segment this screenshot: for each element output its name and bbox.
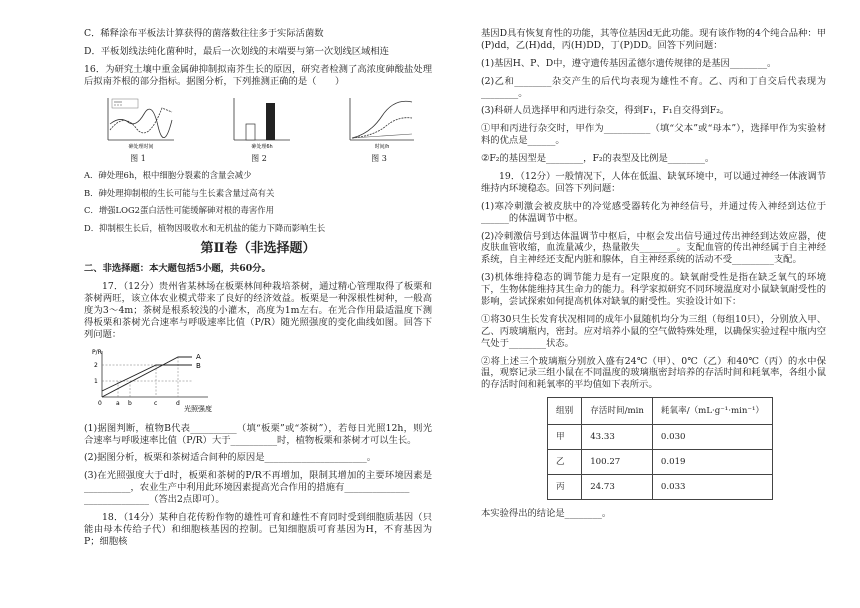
right-column — [481, 28, 826, 526]
q17-question-3-tail: ______________（答出2点即可）。 — [84, 494, 225, 506]
figure-1-plot — [98, 94, 178, 152]
q19-question-3-2: ②将上述三个玻璃瓶分别放入盛有24℃（甲）、0℃（乙）和40℃（丙）的水中保温，观察记录三组小鼠在不同温度的玻璃瓶密封培养的存活时间和耗氧率，各组小鼠的存活时间和耗氧率的平均值如下表所示。 — [481, 355, 826, 391]
table-cell: 0.033 — [652, 475, 772, 500]
chart-xtick-b: b — [128, 399, 132, 407]
q16-option-a: A．砷处理6h，根中细胞分裂素的含量会减少 — [84, 169, 252, 180]
chart-xtick-d: d — [176, 399, 180, 407]
q17-chart-svg — [88, 347, 238, 413]
section-heading: 二、非选择题：本大题包括5小题，共60分。 — [84, 263, 271, 275]
series-a-label: A — [196, 352, 201, 361]
table-cell: 24.73 — [582, 475, 653, 500]
table-row — [548, 425, 773, 450]
q17-chart — [88, 347, 432, 417]
figure-1-axis-x: 砷处理时间 — [128, 143, 154, 150]
chart-xtick-0: 0 — [98, 399, 102, 407]
q18-question-2: (2)乙和________杂交产生的后代均表现为雄性不育。乙、丙和丁自交后代表现为________。 — [481, 75, 826, 99]
q16-option-b: B．砷处理抑制根的生长可能与生长素含量过高有关 — [84, 187, 275, 198]
q17-question-3: (3)在光照强度大于d时，板栗和茶树的P/R不再增加，限制其增加的主要环境因素是__________，农业生产中利用此环境因素提高光合作用的措施有______________ — [84, 470, 432, 494]
q18-stem: 18．（14分）某种自花传粉作物的雄性可育和雄性不育同时受到细胞质基因（只能由母本传给子代）和细胞核基因的控制。已知细胞质可育基因为H，不育基因为P；细胞核 — [84, 512, 432, 547]
table-header: 存活时间/min — [582, 398, 653, 425]
chart-ytick-2: 2 — [94, 361, 98, 369]
chart-xtick-a: a — [116, 399, 120, 407]
q17-stem: 17．（12分）贵州省某林场在板栗林间种栽培茶树，通过精心管理取得了板栗和茶树两旺，该立体农业模式带来了良好的经济效益。板栗是一种深根性树种，一般高度为3～4m；茶树是根系较浅的小灌木，高度为1m左右。在光合作用最适温度下测得板栗和茶树光合速率与呼吸速率比值（P/R）随光照强度的变化曲线如图。回答下列问题： — [84, 281, 432, 340]
figure-1 — [98, 94, 178, 164]
q18-question-3-1: ①甲和丙进行杂交时，甲作为__________（填“父本”或“母本”），选择甲作为实验材料的优点是______。 — [481, 123, 826, 147]
series-b-label: B — [196, 361, 201, 370]
table-cell: 100.27 — [582, 450, 653, 475]
table-header: 耗氧率/（mL·g⁻¹·min⁻¹） — [652, 398, 772, 425]
figure-3-caption: 图 3 — [371, 153, 387, 163]
table-cell: 丙 — [548, 475, 582, 500]
figure-3-axis-x: 时间/h — [374, 143, 390, 150]
chart-xtick-c: c — [154, 399, 158, 407]
figure-2-plot — [224, 94, 294, 152]
figure-3 — [340, 94, 418, 164]
figure-1-caption: 图 1 — [130, 153, 146, 163]
table-row — [548, 450, 773, 475]
q19-question-3: (3)机体维持稳态的调节能力是有一定限度的。缺氧耐受性是指在缺乏氧气的环境下，生物体能维持其生命力的能力。科学家拟研究不同环境温度对小鼠缺氧耐受性的影响，尝试探索如何提高机体对缺氧的耐受性。实验设计如下： — [481, 272, 826, 308]
q16-stem: 16．为研究土壤中重金属砷抑制拟南芥生长的原因，研究者检测了高浓度砷酸盐处理后拟南芥根的部分指标。据图分析，下列推测正确的是（ ） — [84, 63, 432, 87]
results-table — [547, 397, 773, 500]
q17-question-1: (1)据图判断，植物B代表__________（填“板栗”或“茶树”），若每日光照12h，则光合速率与呼吸速率比值（P/R）大于__________时，植物板栗和茶树才可以生长。 — [84, 422, 432, 446]
table-header: 组别 — [548, 398, 582, 425]
q15-option-c: C．稀释涂布平板法计算获得的菌落数往往多于实际活菌数 — [84, 28, 324, 39]
table-cell: 0.019 — [652, 450, 772, 475]
q19-stem: 19．（12分）一般情况下，人体在低温、缺氧环境中，可以通过神经一体液调节维持内环境稳态。回答下列问题： — [481, 171, 826, 194]
q19-question-3-1: ①将30只生长发育状况相同的成年小鼠随机均分为三组（每组10只），分别放入甲、乙、丙玻璃瓶内，密封。应对培养小鼠的空气做特殊处理，以确保实验过程中瓶内空气处于________状态。 — [481, 313, 826, 349]
chart-xlabel: 光照强度 — [184, 404, 212, 413]
q16-option-d: D．抑制根生长后，植物因吸收水和无机盐的能力下降而影响生长 — [84, 223, 326, 234]
q18-continued: 基因D具有恢复育性的功能，其等位基因d无此功能。现有该作物的4个纯合品种：甲(P)dd，乙(H)dd，丙(H)DD，丁(P)DD。回答下列问题： — [481, 28, 826, 51]
q16-figures — [84, 94, 432, 164]
figure-3-plot — [340, 94, 418, 152]
chart-ytick-1: 1 — [94, 377, 98, 385]
table-row — [548, 475, 773, 500]
q18-question-3: (3)科研人员选择甲和丙进行杂交，得到F₁，F₁自交得到F₂。 — [481, 105, 730, 117]
experiment-conclusion: 本实验得出的结论是________。 — [481, 508, 612, 520]
q19-question-2: (2)冷刺激信号到达体温调节中枢后，中枢会发出信号通过传出神经到达效应器，使皮肤血管收缩，血流量减少，热量散失________。支配血管的传出神经属于自主神经系统，自主神经还支配内脏和腺体，自主神经系统的活动不受_________支配。 — [481, 230, 826, 266]
q16-option-c: C．增强LOG2蛋白活性可能缓解砷对根的毒害作用 — [84, 205, 274, 216]
q19-question-1: (1)寒冷刺激会被皮肤中的冷觉感受器转化为神经信号，并通过传入神经到达位于______的体温调节中枢。 — [481, 200, 826, 224]
table-cell: 甲 — [548, 425, 582, 450]
figure-2-caption: 图 2 — [251, 153, 267, 163]
table-cell: 0.030 — [652, 425, 772, 450]
figure-2-bar-treatment — [266, 103, 275, 140]
q17-question-2: (2)据图分析，板栗和茶树适合间种的原因是______________________。 — [84, 452, 377, 464]
table-cell: 乙 — [548, 450, 582, 475]
table-header-row — [548, 398, 773, 425]
figure-2-axis-x: 砷处理6h — [251, 143, 273, 150]
series-a-line — [102, 357, 192, 397]
left-column — [84, 28, 432, 554]
chart-ylabel: P/R — [92, 348, 102, 356]
series-b-line — [102, 365, 192, 391]
table-cell: 43.33 — [582, 425, 653, 450]
q18-question-1: (1)基因H、P、D中，遵守遗传基因孟德尔遗传规律的是基因________。 — [481, 57, 777, 69]
q18-question-3-2: ②F₂的基因型是________，F₂的表型及比例是________。 — [481, 153, 715, 165]
q15-option-d: D．平板划线法纯化菌种时，最后一次划线的末端要与第一次划线区域相连 — [84, 45, 389, 57]
figure-2-bar-control — [246, 124, 255, 140]
section-title: 第Ⅱ卷（非选择题） — [200, 240, 316, 256]
figure-2 — [224, 94, 294, 164]
